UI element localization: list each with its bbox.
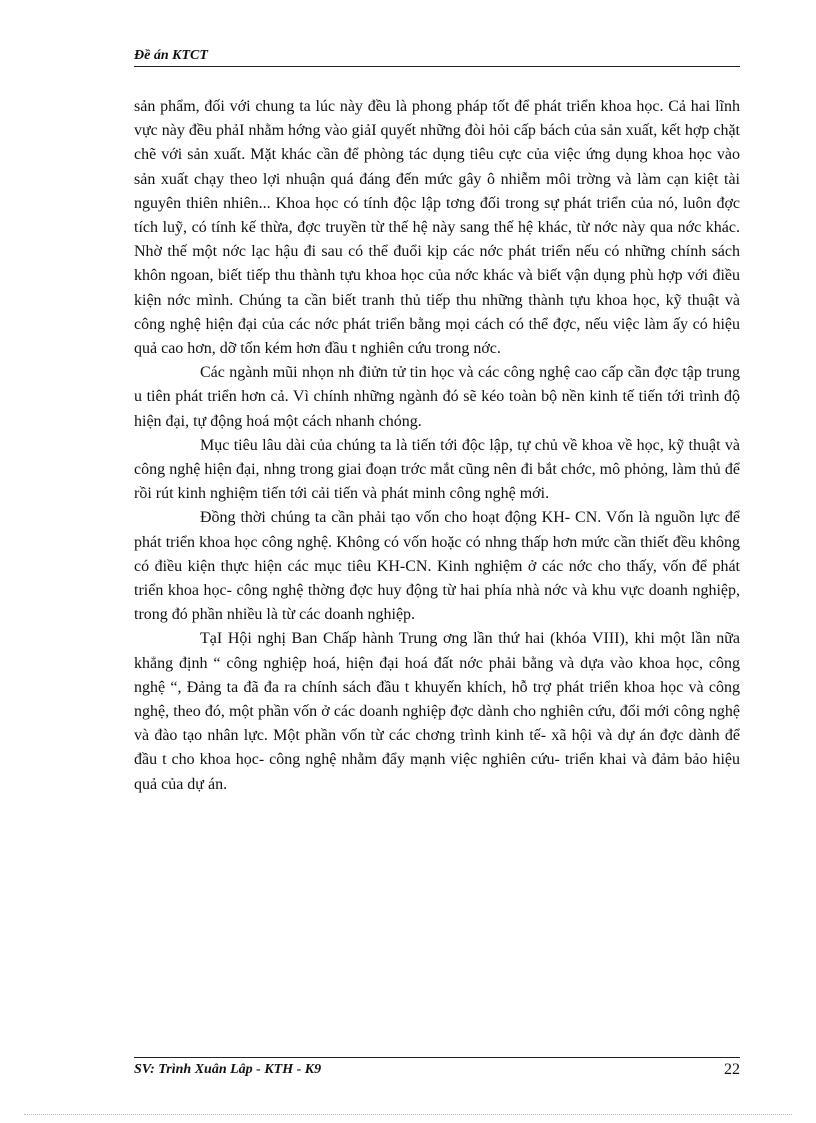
page-edge-divider: [24, 1114, 792, 1115]
paragraph-2: Các ngành mũi nhọn nh điửn tử tin học và các công nghệ cao cấp cần đợc tập trung u tiên phát triển hơn cả. Vì chính những ngành đó sẽ kéo toàn bộ nền kinh tế tiến tới trình độ hiện đại, tự động hoá một cách nhanh chóng.: [134, 364, 740, 430]
footer-author: SV: Trình Xuân Lâp - KTH - K9: [134, 1062, 322, 1077]
paragraph-4: Đồng thời chúng ta cần phải tạo vốn cho hoạt động KH- CN. Vốn là nguồn lực để phát triển khoa học công nghệ. Không có vốn hoặc có nhng thấp hơn mức cần thiết đều không có điều kiện thực hiện các mục tiêu KH-CN. Kinh nghiệm ở các nớc cho thấy, vốn để phát triển khoa học- công nghệ thờng đợc huy động từ hai phía nhà nớc và khu vực doanh nghiệp, trong đó phần nhiều là từ các doanh nghiệp.: [134, 509, 740, 624]
paragraph-1: sản phẩm, đối với chung ta lúc này đều là phong pháp tốt để phát triển khoa học. Cả hai lĩnh vực này đều phảI nhằm hớng vào giảI quyết những đòi hỏi cấp bách của sản xuất, kết hợp chặt chẽ với sản xuất. Mặt khác cần để phòng tác dụng tiêu cực của việc ứng dụng khoa học vào sản xuất chạy theo lợi nhuận quá đáng đến mức gây ô nhiễm môi trờng và làm cạn kiệt tài nguyên thiên nhiên... Khoa học có tính độc lập tơng đối trong sự phát triển của nó, luôn đợc tích luỹ, có tính kế thừa, đợc truyền từ thế hệ này sang thế hệ khác, từ nớc này qua nớc khác. Nhờ thế một nớc lạc hậu đi sau có thể đuổi kịp các nớc phát triển nếu có những chính sách khôn ngoan, biết tiếp thu thành tựu khoa học của nớc khác và biết vận dụng phù hợp với điều kiện nớc mình. Chúng ta cần biết tranh thủ tiếp thu những thành tựu khoa học, kỹ thuật và công nghệ hiện đại của các nớc phát triển bằng mọi cách có thể đợc, nếu việc làm ấy có hiệu quả cao hơn, dỡ tốn kém hơn đầu t nghiên cứu trong nớc.: [134, 98, 740, 358]
paragraph-5: TạI Hội nghị Ban Chấp hành Trung ơng lần thứ hai (khóa VIII), khi một lần nữa khẳng định “ công nghiệp hoá, hiện đại hoá đất nớc phải bằng và dựa vào khoa học, công nghệ “, Đảng ta đã đa ra chính sách đầu t khuyến khích, hỗ trợ phát triển khoa học và công nghệ, theo đó, một phần vốn ở các doanh nghiệp đợc dành cho nghiên cứu, đổi mới công nghệ và đào tạo nhân lực. Một phần vốn từ các chơng trình kinh tế- xã hội và dự án đợc dành để đầu t cho khoa học- công nghệ nhằm đẩy mạnh việc nghiên cứu- triển khai và đảm bảo hiệu quả của dự án.: [134, 630, 740, 793]
page-header: [134, 48, 740, 67]
page-number: 22: [724, 1061, 740, 1078]
page-footer: [134, 1057, 740, 1084]
document-body: [134, 95, 740, 797]
header-title: Đề án KTCT: [134, 48, 208, 63]
paragraph-3: Mục tiêu lâu dài của chúng ta là tiến tới độc lập, tự chủ về khoa về học, kỹ thuật và công nghệ hiện đại, nhng trong giai đoạn trớc mắt cũng nên đi bắt chớc, mô phỏng, làm thủ để rồi rút kinh nghiệm tiến tới cải tiến và phát minh công nghệ mới.: [134, 436, 740, 503]
